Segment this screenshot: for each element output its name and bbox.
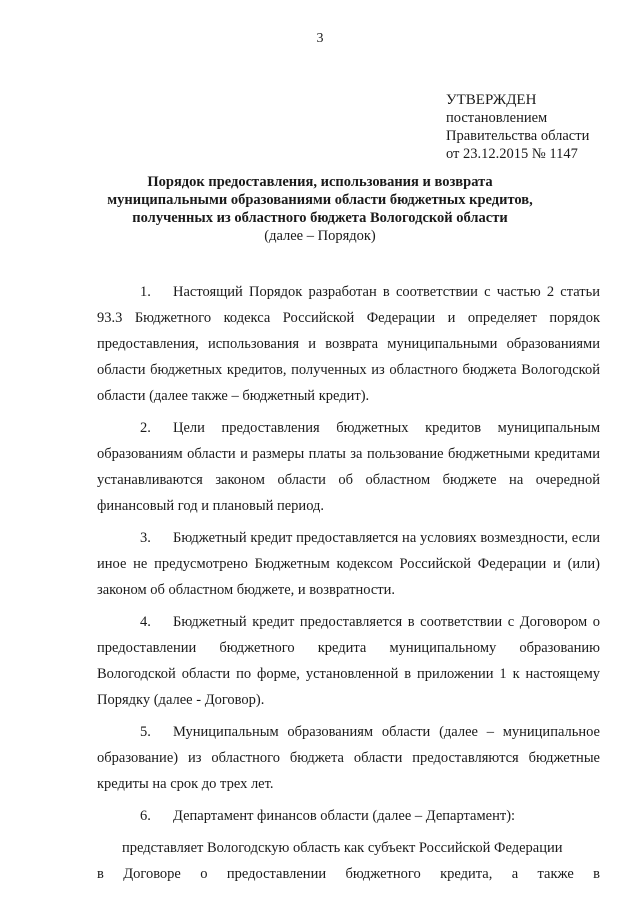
paragraph-6: [97, 803, 600, 829]
paragraph-number: 1.: [140, 284, 151, 300]
paragraph-5: [97, 719, 600, 797]
paragraph-3: [97, 525, 600, 603]
approval-stamp: [446, 91, 589, 163]
document-title: [80, 173, 560, 245]
paragraph-text: Бюджетный кредит предоставляется в соответствии с Договором о предоставлении бюджетного кредита муниципальному образованию Вологодской области по форме, установленной в приложении 1 к настоящему Порядку (далее - Договор).: [97, 614, 600, 708]
approval-line-2: Правительства области: [446, 128, 590, 144]
title-line-1: Порядок предоставления, использования и возврата: [147, 174, 493, 190]
paragraph-number: 6.: [140, 808, 151, 824]
paragraph-text: Бюджетный кредит предоставляется на условиях возмездности, если иное не предусмотрено Бюджетным кодексом Российской Федерации и (или) законом об областном бюджете, и возвратности.: [97, 530, 600, 598]
paragraph-number: 2.: [140, 420, 151, 436]
paragraph-number: 5.: [140, 724, 151, 740]
paragraph-2: [97, 415, 600, 519]
approval-line-3: от 23.12.2015 № 1147: [446, 146, 578, 162]
title-line-3: полученных из областного бюджета Вологодской области: [132, 210, 508, 226]
paragraph-4: [97, 609, 600, 713]
paragraph-number: 4.: [140, 614, 151, 630]
document-body: [97, 279, 600, 887]
title-subtitle: (далее – Порядок): [264, 228, 376, 244]
approval-heading: УТВЕРЖДЕН: [446, 92, 537, 108]
paragraph-number: 3.: [140, 530, 151, 546]
paragraph-text: Цели предоставления бюджетных кредитов муниципальным образованиям области и размеры платы за пользование бюджетными кредитами устанавливаются законом области об областном бюджете на очередной финансовый год и плановый период.: [97, 420, 600, 514]
paragraph-text: Настоящий Порядок разработан в соответствии с частью 2 статьи 93.3 Бюджетного кодекса Российской Федерации и определяет порядок предоставления, использования и возврата муниципальными образованиями области бюджетных кредитов, полученных из областного бюджета Вологодской области (далее также – бюджетный кредит).: [97, 284, 600, 404]
continuation-line-1: представляет Вологодскую область как субъект Российской Федерации: [122, 840, 563, 856]
paragraph-1: [97, 279, 600, 409]
page-number: 3: [316, 31, 324, 46]
continuation-line-2: в Договоре о предоставлении бюджетного кредита, а также в: [97, 866, 600, 882]
paragraph-text: Муниципальным образованиям области (далее – муниципальное образование) из областного бюджета области предоставляются бюджетные кредиты на срок до трех лет.: [97, 724, 600, 792]
approval-line-1: постановлением: [446, 110, 548, 126]
title-line-2: муниципальными образованиями области бюджетных кредитов,: [107, 192, 533, 208]
paragraph-text: Департамент финансов области (далее – Департамент):: [173, 808, 516, 824]
